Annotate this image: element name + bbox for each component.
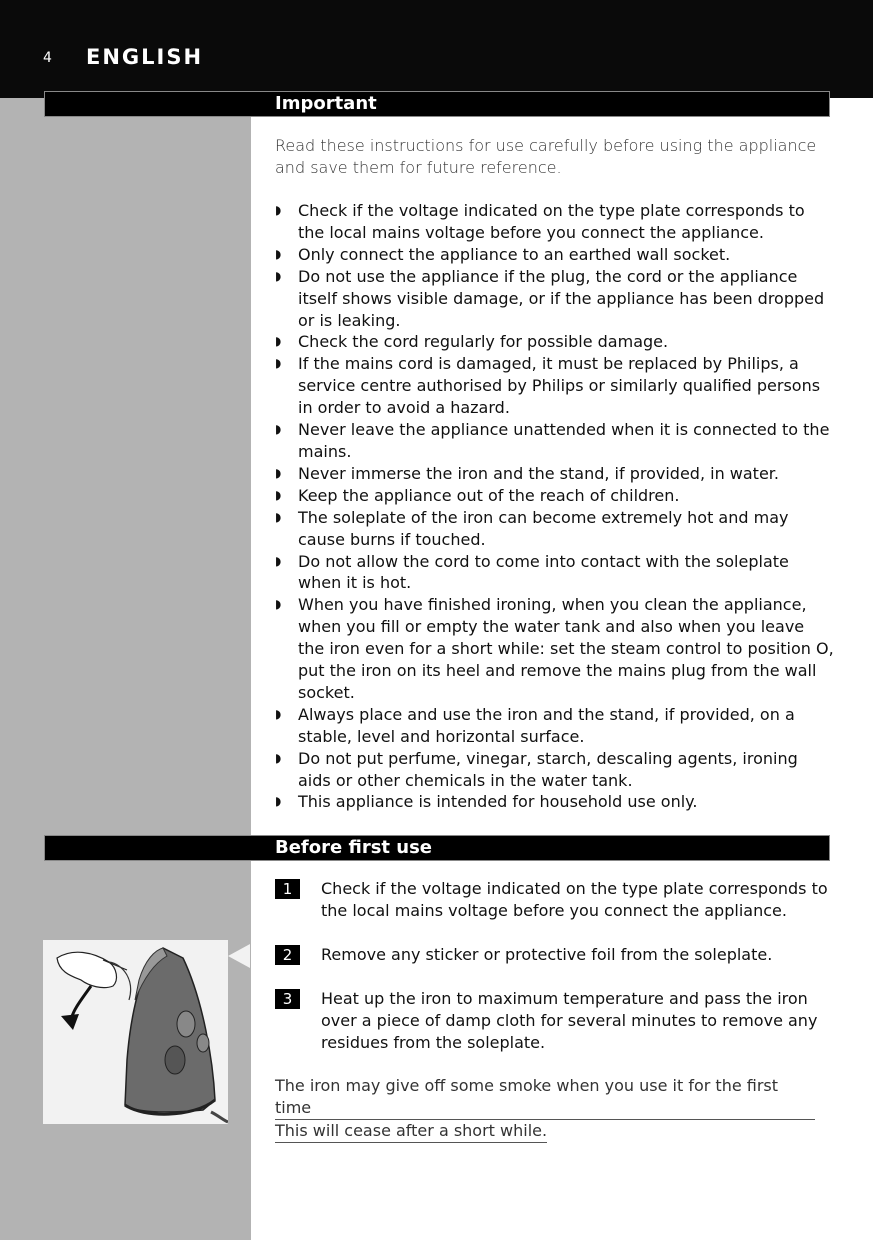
list-item: ◗ Do not use the appliance if the plug, the cord or the appliance itself shows visible damage, or if the appliance has been dropped or is leaking. — [275, 266, 825, 330]
header-bar — [0, 0, 873, 98]
page-number: 4 — [43, 50, 52, 66]
note-line-1: The iron may give off some smoke when you use it for the first time — [275, 1075, 815, 1120]
list-item: ◗ Check the cord regularly for possible damage. — [275, 332, 669, 352]
list-item: ◗ When you have finished ironing, when you clean the appliance, when you fill or empty the water tank and also when you leave the iron even for a short while: set the steam control to position O, put the iron on its heel and remove the mains plug from the wall socket. — [275, 595, 834, 702]
steps-list — [275, 878, 835, 1076]
list-item: ◗ Do not allow the cord to come into contact with the soleplate when it is hot. — [275, 551, 789, 593]
list-item: ◗ Do not put perfume, vinegar, starch, descaling agents, ironing aids or other chemicals in the water tank. — [275, 748, 798, 790]
step-number-badge: 2 — [275, 945, 300, 965]
half-circle-bullet-icon: ◗ — [275, 597, 282, 612]
note-paragraph — [275, 1075, 815, 1143]
before-first-use-heading: Before first use — [275, 837, 433, 858]
half-circle-bullet-icon: ◗ — [275, 422, 282, 437]
step-number-badge: 1 — [275, 879, 300, 899]
list-item: ◗ If the mains cord is damaged, it must be replaced by Philips, a service centre authorised by Philips or similarly qualified persons in order to avoid a hazard. — [275, 354, 821, 418]
half-circle-bullet-icon: ◗ — [275, 794, 282, 809]
before-first-use-heading-bar — [44, 835, 830, 861]
step-text: Check if the voltage indicated on the type plate corresponds to the local mains voltage before you connect the appliance. — [321, 879, 828, 920]
half-circle-bullet-icon: ◗ — [275, 465, 282, 480]
important-heading: Important — [275, 93, 377, 114]
list-item: ◗ Only connect the appliance to an earthed wall socket. — [275, 244, 731, 264]
half-circle-bullet-icon: ◗ — [275, 706, 282, 721]
note-line-2: This will cease after a short while. — [275, 1120, 547, 1143]
iron-illustration — [43, 940, 228, 1124]
important-heading-bar — [44, 91, 830, 117]
list-item: ◗ This appliance is intended for household use only. — [275, 792, 698, 812]
step-text: Heat up the iron to maximum temperature and pass the iron over a piece of damp cloth for several minutes to remove any residues from the soleplate. — [321, 989, 818, 1052]
half-circle-bullet-icon: ◗ — [275, 268, 282, 283]
step-item — [275, 988, 835, 1054]
list-item: ◗ Never immerse the iron and the stand, if provided, in water. — [275, 463, 779, 483]
half-circle-bullet-icon: ◗ — [275, 487, 282, 502]
half-circle-bullet-icon: ◗ — [275, 356, 282, 371]
half-circle-bullet-icon: ◗ — [275, 334, 282, 349]
half-circle-bullet-icon: ◗ — [275, 750, 282, 765]
iron-peeling-foil-icon — [43, 940, 228, 1124]
language-heading: ENGLISH — [86, 45, 204, 69]
step-number-badge: 3 — [275, 989, 300, 1009]
illustration-pointer — [228, 944, 250, 968]
list-item: ◗ Never leave the appliance unattended when it is connected to the mains. — [275, 420, 830, 461]
list-item: ◗ The soleplate of the iron can become extremely hot and may cause burns if touched. — [275, 507, 789, 549]
list-item: ◗ Check if the voltage indicated on the type plate corresponds to the local mains voltage before you connect the appliance. — [275, 201, 805, 242]
intro-paragraph: Read these instructions for use carefully before using the appliance and save them for future reference. — [275, 136, 817, 177]
list-item: ◗ Always place and use the iron and the stand, if provided, on a stable, level and horizontal surface. — [275, 704, 795, 746]
half-circle-bullet-icon: ◗ — [275, 553, 282, 568]
half-circle-bullet-icon: ◗ — [275, 246, 282, 261]
step-item — [275, 878, 835, 922]
half-circle-bullet-icon: ◗ — [275, 509, 282, 524]
list-item: ◗ Keep the appliance out of the reach of children. — [275, 485, 680, 505]
half-circle-bullet-icon: ◗ — [275, 203, 282, 217]
safety-list — [275, 200, 835, 813]
step-text: Remove any sticker or protective foil from the soleplate. — [321, 945, 773, 964]
step-item — [275, 944, 835, 966]
